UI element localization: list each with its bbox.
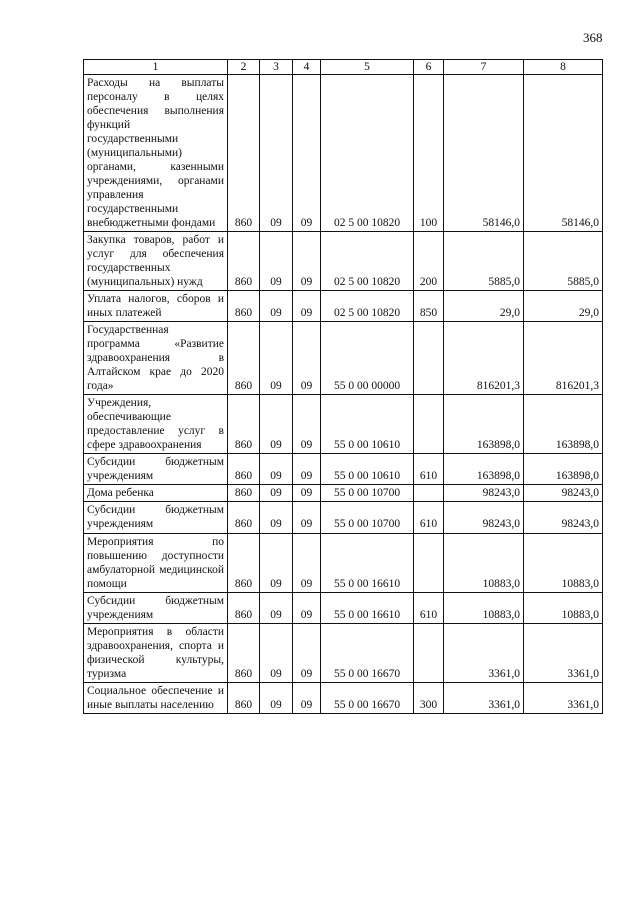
amount-col8-cell: 10883,0	[524, 533, 603, 592]
column-header: 2	[228, 60, 260, 75]
table-row	[84, 592, 603, 623]
amount-col7-cell: 5885,0	[444, 232, 524, 291]
amount-col8-cell: 29,0	[524, 291, 603, 322]
target-article-cell: 55 0 00 16670	[321, 623, 414, 682]
subsection-cell: 09	[293, 291, 321, 322]
amount-col7-cell: 98243,0	[444, 485, 524, 502]
column-header: 4	[293, 60, 321, 75]
section-cell: 09	[260, 592, 293, 623]
expense-name-cell: Субсидии бюджетным учреждениям	[84, 502, 228, 533]
expense-type-cell	[414, 395, 444, 454]
budget-table	[83, 59, 603, 714]
expense-name-cell: Уплата налогов, сборов и иных платежей	[84, 291, 228, 322]
expense-type-cell: 300	[414, 682, 444, 713]
ministry-code-cell: 860	[228, 75, 260, 232]
section-cell: 09	[260, 454, 293, 485]
amount-col8-cell: 163898,0	[524, 395, 603, 454]
amount-col7-cell: 98243,0	[444, 502, 524, 533]
ministry-code-cell: 860	[228, 623, 260, 682]
section-cell: 09	[260, 291, 293, 322]
expense-name-cell: Дома ребенка	[84, 485, 228, 502]
amount-col7-cell: 163898,0	[444, 395, 524, 454]
expense-type-cell: 100	[414, 75, 444, 232]
target-article-cell: 02 5 00 10820	[321, 232, 414, 291]
amount-col7-cell: 10883,0	[444, 533, 524, 592]
expense-type-cell	[414, 623, 444, 682]
column-header: 8	[524, 60, 603, 75]
expense-name-cell: Закупка товаров, работ и услуг для обеспечения государственных (муниципальных) нужд	[84, 232, 228, 291]
amount-col7-cell: 3361,0	[444, 682, 524, 713]
ministry-code-cell: 860	[228, 485, 260, 502]
column-header: 5	[321, 60, 414, 75]
expense-type-cell: 610	[414, 592, 444, 623]
amount-col8-cell: 10883,0	[524, 592, 603, 623]
expense-type-cell: 850	[414, 291, 444, 322]
ministry-code-cell: 860	[228, 502, 260, 533]
ministry-code-cell: 860	[228, 322, 260, 395]
column-header: 1	[84, 60, 228, 75]
target-article-cell: 55 0 00 10610	[321, 395, 414, 454]
amount-col8-cell: 163898,0	[524, 454, 603, 485]
ministry-code-cell: 860	[228, 291, 260, 322]
section-cell: 09	[260, 322, 293, 395]
expense-name-cell: Государственная программа «Развитие здравоохранения в Алтайском крае до 2020 года»	[84, 322, 228, 395]
expense-type-cell	[414, 533, 444, 592]
target-article-cell: 55 0 00 10610	[321, 454, 414, 485]
subsection-cell: 09	[293, 682, 321, 713]
target-article-cell: 55 0 00 16670	[321, 682, 414, 713]
amount-col7-cell: 29,0	[444, 291, 524, 322]
expense-name-cell: Субсидии бюджетным учреждениям	[84, 592, 228, 623]
section-cell: 09	[260, 232, 293, 291]
ministry-code-cell: 860	[228, 533, 260, 592]
target-article-cell: 02 5 00 10820	[321, 291, 414, 322]
table-row	[84, 623, 603, 682]
amount-col8-cell: 5885,0	[524, 232, 603, 291]
expense-name-cell: Расходы на выплаты персоналу в целях обеспечения выполнения функций государственными (муниципальными) органами, казенными учреждениями, органами управления государственными внебюджетными фондами	[84, 75, 228, 232]
subsection-cell: 09	[293, 502, 321, 533]
amount-col7-cell: 816201,3	[444, 322, 524, 395]
subsection-cell: 09	[293, 322, 321, 395]
section-cell: 09	[260, 682, 293, 713]
column-header: 6	[414, 60, 444, 75]
target-article-cell: 55 0 00 00000	[321, 322, 414, 395]
expense-type-cell	[414, 322, 444, 395]
subsection-cell: 09	[293, 533, 321, 592]
amount-col8-cell: 98243,0	[524, 502, 603, 533]
section-cell: 09	[260, 533, 293, 592]
subsection-cell: 09	[293, 75, 321, 232]
amount-col7-cell: 58146,0	[444, 75, 524, 232]
subsection-cell: 09	[293, 592, 321, 623]
expense-name-cell: Субсидии бюджетным учреждениям	[84, 454, 228, 485]
table-row	[84, 395, 603, 454]
ministry-code-cell: 860	[228, 682, 260, 713]
target-article-cell: 02 5 00 10820	[321, 75, 414, 232]
table-row	[84, 485, 603, 502]
ministry-code-cell: 860	[228, 592, 260, 623]
subsection-cell: 09	[293, 454, 321, 485]
column-header: 3	[260, 60, 293, 75]
expense-name-cell: Мероприятия в области здравоохранения, спорта и физической культуры, туризма	[84, 623, 228, 682]
amount-col7-cell: 10883,0	[444, 592, 524, 623]
subsection-cell: 09	[293, 485, 321, 502]
ministry-code-cell: 860	[228, 232, 260, 291]
page-number: 368	[583, 30, 603, 45]
section-cell: 09	[260, 395, 293, 454]
table-row	[84, 232, 603, 291]
target-article-cell: 55 0 00 16610	[321, 533, 414, 592]
amount-col8-cell: 3361,0	[524, 682, 603, 713]
target-article-cell: 55 0 00 10700	[321, 485, 414, 502]
amount-col7-cell: 3361,0	[444, 623, 524, 682]
table-row	[84, 322, 603, 395]
amount-col8-cell: 58146,0	[524, 75, 603, 232]
ministry-code-cell: 860	[228, 395, 260, 454]
table-row	[84, 682, 603, 713]
expense-type-cell: 610	[414, 454, 444, 485]
section-cell: 09	[260, 485, 293, 502]
table-row	[84, 75, 603, 232]
amount-col8-cell: 816201,3	[524, 322, 603, 395]
expense-type-cell: 200	[414, 232, 444, 291]
section-cell: 09	[260, 502, 293, 533]
expense-type-cell: 610	[414, 502, 444, 533]
expense-name-cell: Социальное обеспечение и иные выплаты населению	[84, 682, 228, 713]
amount-col7-cell: 163898,0	[444, 454, 524, 485]
amount-col8-cell: 98243,0	[524, 485, 603, 502]
expense-type-cell	[414, 485, 444, 502]
section-cell: 09	[260, 75, 293, 232]
section-cell: 09	[260, 623, 293, 682]
subsection-cell: 09	[293, 232, 321, 291]
subsection-cell: 09	[293, 623, 321, 682]
table-row	[84, 291, 603, 322]
ministry-code-cell: 860	[228, 454, 260, 485]
table-row	[84, 502, 603, 533]
target-article-cell: 55 0 00 16610	[321, 592, 414, 623]
expense-name-cell: Мероприятия по повышению доступности амбулаторной медицинской помощи	[84, 533, 228, 592]
column-header: 7	[444, 60, 524, 75]
table-row	[84, 533, 603, 592]
target-article-cell: 55 0 00 10700	[321, 502, 414, 533]
table-row	[84, 454, 603, 485]
subsection-cell: 09	[293, 395, 321, 454]
amount-col8-cell: 3361,0	[524, 623, 603, 682]
table-header-row	[84, 60, 603, 75]
expense-name-cell: Учреждения, обеспечивающие предоставление услуг в сфере здравоохранения	[84, 395, 228, 454]
